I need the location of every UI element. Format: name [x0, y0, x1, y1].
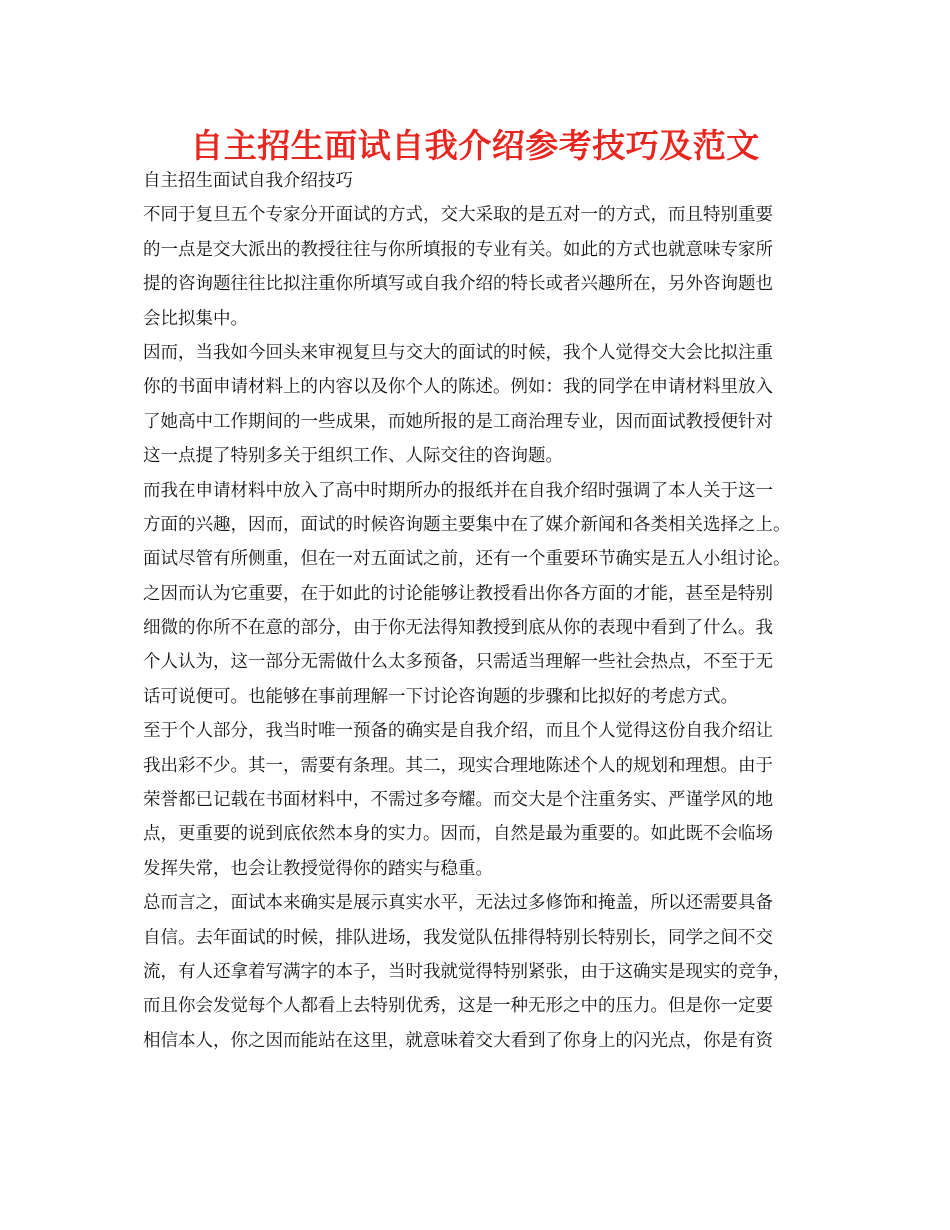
text-line: 了她高中工作期间的一些成果，而她所报的是工商治理专业，因而面试教授便针对: [143, 411, 773, 432]
text-line: 提的咨询题往往比拟注重你所填写或自我介绍的特长或者兴趣所在，另外咨询题也: [143, 274, 773, 295]
text-line: 相信本人，你之因而能站在这里，就意味着交大看到了你身上的闪光点，你是有资: [143, 1030, 773, 1051]
text-line: 你的书面申请材料上的内容以及你个人的陈述。例如：我的同学在申请材料里放入: [143, 377, 773, 398]
text-line: 因而，当我如今回头来审视复旦与交大的面试的时候，我个人觉得交大会比拟注重: [143, 342, 773, 363]
text-line: 流，有人还拿着写满字的本子，当时我就觉得特别紧张，由于这确实是现实的竞争，: [143, 961, 791, 982]
text-line: 我出彩不少。其一，需要有条理。其二，现实合理地陈述个人的规划和理想。由于: [143, 755, 773, 776]
text-line: 的一点是交大派出的教授往往与你所填报的专业有关。如此的方式也就意味专家所: [143, 239, 773, 260]
text-line: 发挥失常，也会让教授觉得你的踏实与稳重。: [143, 858, 493, 879]
text-line: 个人认为，这一部分无需做什么太多预备，只需适当理解一些社会热点，不至于无: [143, 652, 773, 673]
text-line: 自信。去年面试的时候，排队进场，我发觉队伍排得特别长特别长，同学之间不交: [143, 927, 773, 948]
text-line: 会比拟集中。: [143, 308, 248, 329]
text-line: 方面的兴趣，因而，面试的时候咨询题主要集中在了媒介新闻和各类相关选择之上。: [143, 514, 791, 535]
text-line: 话可说便可。也能够在事前理解一下讨论咨询题的步骤和比拟好的考虑方式。: [143, 686, 738, 707]
text-line: 点，更重要的说到底依然本身的实力。因而，自然是最为重要的。如此既不会临场: [143, 824, 773, 845]
text-line: 这一点提了特别多关于组织工作、人际交往的咨询题。: [143, 446, 563, 467]
text-line: 至于个人部分，我当时唯一预备的确实是自我介绍，而且个人觉得这份自我介绍让: [143, 721, 773, 742]
text-line: 而且你会发觉每个人都看上去特别优秀，这是一种无形之中的压力。但是你一定要: [143, 996, 773, 1017]
text-line: 面试尽管有所侧重，但在一对五面试之前，还有一个重要环节确实是五人小组讨论。: [143, 549, 791, 570]
text-line: 细微的你所不在意的部分，由于你无法得知教授到底从你的表现中看到了什么。我: [143, 618, 773, 639]
text-line: 而我在申请材料中放入了高中时期所办的报纸并在自我介绍时强调了本人关于这一: [143, 480, 773, 501]
text-line: 总而言之，面试本来确实是展示真实水平，无法过多修饰和掩盖，所以还需要具备: [143, 893, 773, 914]
text-line: 之因而认为它重要，在于如此的讨论能够让教授看出你各方面的才能，甚至是特别: [143, 583, 773, 604]
text-line: 荣誉都已记载在书面材料中，不需过多夸耀。而交大是个注重务实、严谨学风的地: [143, 790, 773, 811]
text-line: 不同于复旦五个专家分开面试的方式，交大采取的是五对一的方式，而且特别重要: [143, 205, 773, 226]
document-title: 自主招生面试自我介绍参考技巧及范文: [190, 126, 760, 165]
section-heading: 自主招生面试自我介绍技巧: [143, 171, 353, 191]
document-body: [143, 164, 823, 1058]
